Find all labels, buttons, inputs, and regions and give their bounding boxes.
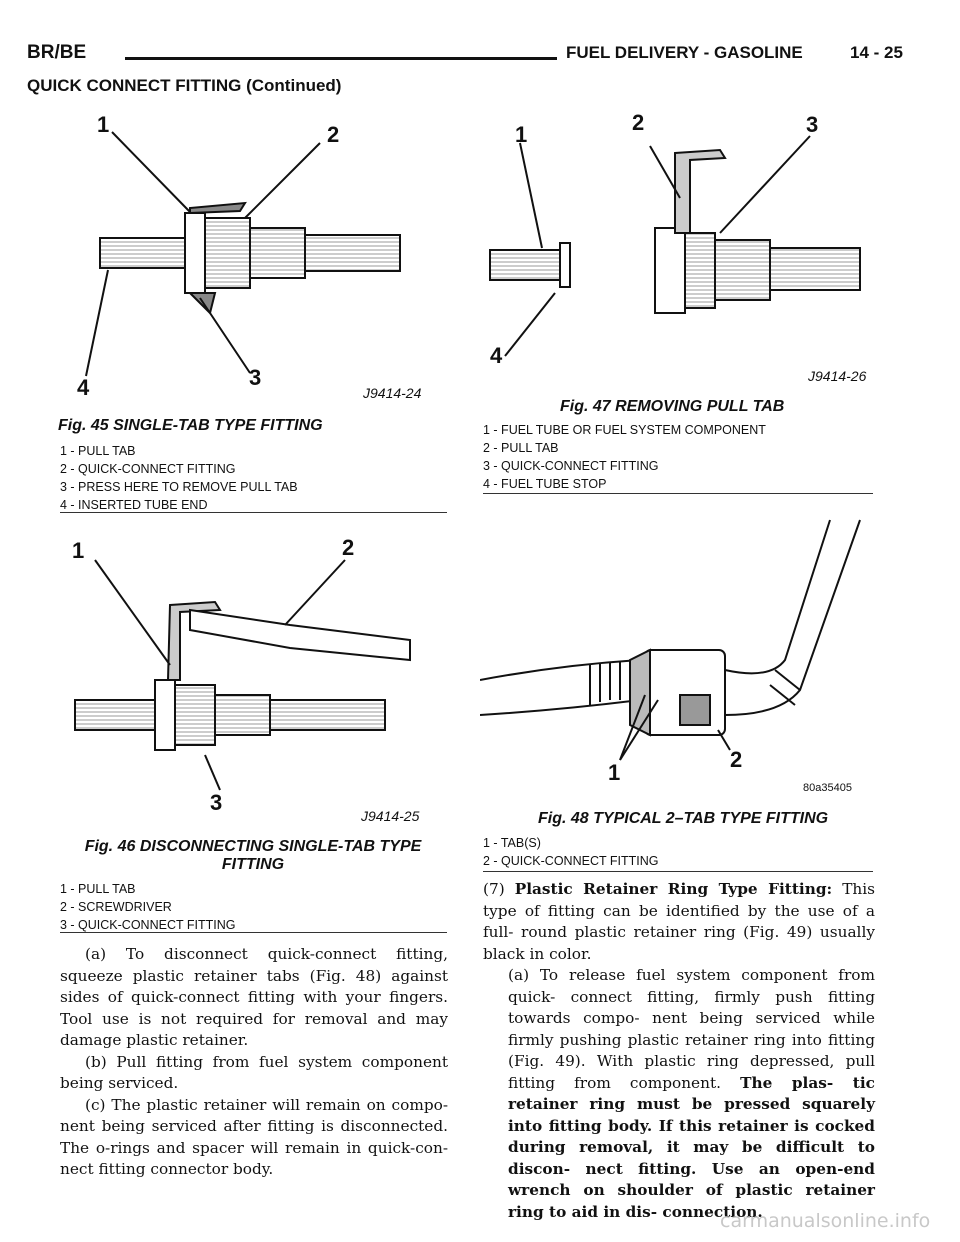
fig46-legend [60, 880, 235, 934]
legend-item: 2 - SCREWDRIVER [60, 900, 172, 914]
watermark: carmanualsonline.info [720, 1210, 931, 1232]
section-title: QUICK CONNECT FITTING (Continued) [27, 76, 342, 95]
paragraph-7a [483, 965, 875, 1223]
fig46-callout-2: 2 [342, 535, 355, 560]
paragraph-7-heading: Plastic Retainer Ring Type Fitting: [514, 880, 833, 898]
fig45-tag: J9414-24 [363, 385, 422, 401]
header-center: FUEL DELIVERY - GASOLINE [566, 43, 803, 62]
legend-item: 4 - FUEL TUBE STOP [483, 477, 607, 491]
fig48-callout-2: 2 [730, 747, 743, 772]
paragraph-7-body: This type of fitting can be identified by the use of a full- round plastic retainer ring (Fig. 49) usually black in color. [483, 880, 875, 963]
paragraph-a: (a) To disconnect quick-connect fitting, squeeze plastic retainer tabs (Fig. 48) against sides of quick-connect fitting with your fingers. Tool use is not required for removal and may damage plastic retainer. [60, 945, 448, 1049]
left-column-text [60, 944, 448, 1181]
paragraph-7a-warning: The plas- tic retainer ring must be pressed squarely into fitting body. If this retainer is cocked during removal, it may be difficult to discon- nect fitting. Use an open-end wrench on shoulder of plastic retainer ring to aid in dis- connection. [508, 1073, 875, 1221]
header-page-number: 14 - 25 [850, 43, 903, 62]
legend-item: 2 - QUICK-CONNECT FITTING [60, 462, 236, 476]
fig48-callout-1: 1 [608, 760, 621, 785]
fig45-callout-4: 4 [77, 375, 90, 400]
fig48-illustration [480, 510, 880, 810]
paragraph-7 [483, 879, 875, 965]
legend-item: 1 - FUEL TUBE OR FUEL SYSTEM COMPONENT [483, 423, 766, 437]
fig46-callout-3: 3 [210, 790, 223, 815]
fig45-callout-3: 3 [249, 365, 262, 390]
fig45-callout-1: 1 [97, 112, 110, 137]
legend-item: 1 - TAB(S) [483, 836, 541, 850]
legend-item: 1 - PULL TAB [60, 882, 136, 896]
fig48-caption: Fig. 48 TYPICAL 2–TAB TYPE FITTING [538, 810, 829, 827]
fig47-legend [483, 421, 766, 493]
legend-item: 1 - PULL TAB [60, 444, 136, 458]
fig48-rule [483, 871, 873, 872]
paragraph-7a-body: (a) To release fuel system component from quick- connect fitting, firmly push fitting towards compo- nent being serviced while firmly pushing plastic retainer ring into fitting (Fig. 49). With plastic ring depressed, pull fitting from component. [508, 966, 875, 1092]
legend-item: 3 - PRESS HERE TO REMOVE PULL TAB [60, 480, 298, 494]
fig46-illustration [50, 530, 460, 830]
paragraph-b: (b) Pull fitting from fuel system component being serviced. [60, 1052, 448, 1092]
fig48-tag: 80a35405 [803, 782, 852, 794]
fig47-caption: Fig. 47 REMOVING PULL TAB [560, 398, 785, 415]
paragraph-7-number: (7) [483, 880, 515, 898]
fig47-rule [483, 493, 873, 494]
fig47-callout-2: 2 [632, 110, 645, 135]
fig48-legend [483, 834, 658, 870]
fig47-illustration [480, 108, 880, 393]
fig46-caption-line2: FITTING [221, 856, 285, 873]
right-column-text [483, 879, 875, 1223]
fig45-caption: Fig. 45 SINGLE-TAB TYPE FITTING [58, 417, 323, 434]
header-rule [125, 57, 557, 60]
legend-item: 3 - QUICK-CONNECT FITTING [60, 918, 236, 932]
paragraph-c: (c) The plastic retainer will remain on compo- nent being serviced after fitting is disconnected. The o-rings and spacer will remain in quick-con- nect fitting connector body. [60, 1095, 448, 1178]
legend-item: 2 - PULL TAB [483, 441, 559, 455]
fig46-tag: J9414-25 [361, 808, 420, 824]
header-left: BR/BE [27, 42, 87, 63]
fig47-callout-4: 4 [490, 343, 503, 368]
legend-item: 2 - QUICK-CONNECT FITTING [483, 854, 659, 868]
fig46-caption-line1: Fig. 46 DISCONNECTING SINGLE-TAB TYPE [84, 838, 422, 855]
legend-item: 4 - INSERTED TUBE END [60, 498, 208, 512]
fig45-rule [60, 512, 447, 513]
fig47-callout-3: 3 [806, 112, 819, 137]
fig46-callout-1: 1 [72, 538, 85, 563]
legend-item: 3 - QUICK-CONNECT FITTING [483, 459, 659, 473]
fig47-tag: J9414-26 [808, 368, 867, 384]
fig47-callout-1: 1 [515, 122, 528, 147]
fig46-rule [60, 932, 447, 933]
fig45-callout-2: 2 [327, 122, 340, 147]
fig46-caption [58, 838, 448, 874]
fig45-legend [60, 442, 298, 514]
